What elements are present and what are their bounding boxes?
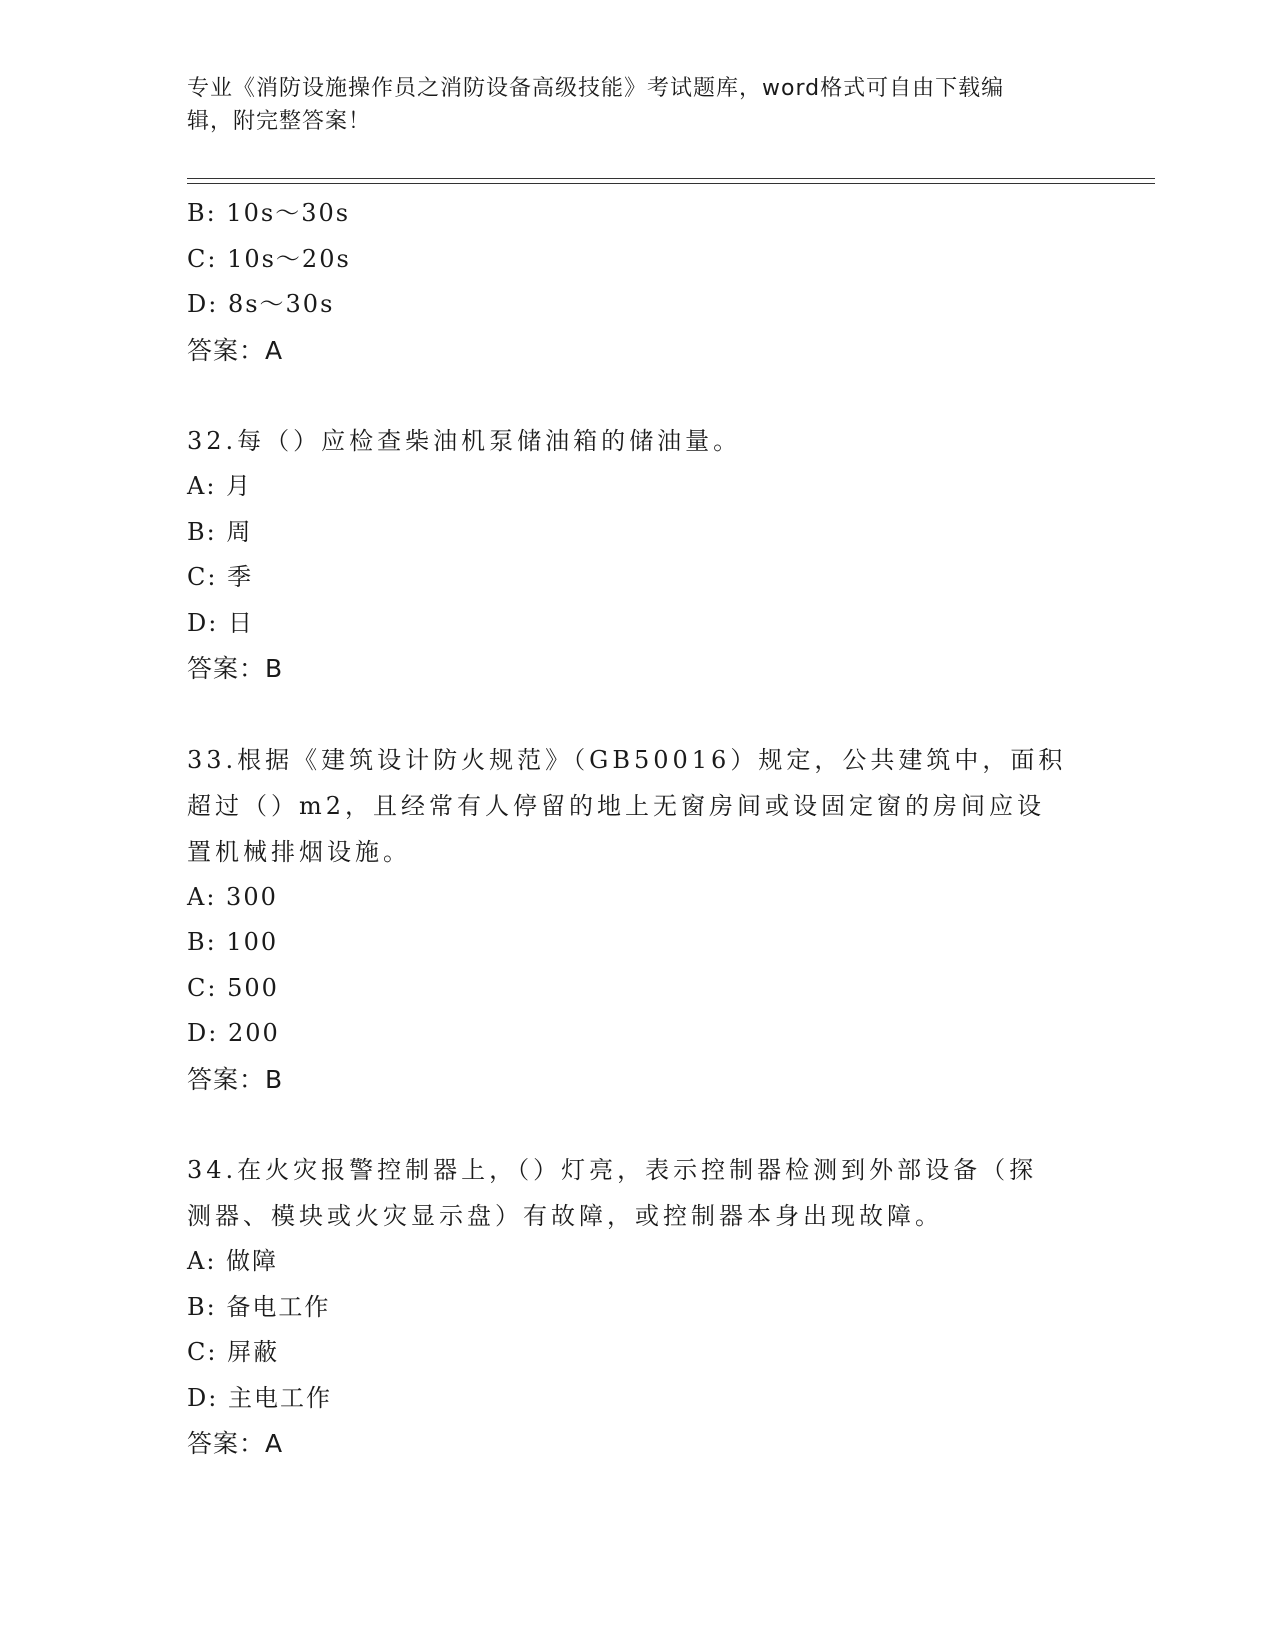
option-b: B: 周 xyxy=(187,517,253,546)
question-text: 32.每（）应检查柴油机泵储油箱的储油量。 xyxy=(187,427,742,455)
option-d: D: 200 xyxy=(187,1019,280,1047)
option-c: C: 屏蔽 xyxy=(187,1338,280,1366)
option-d: D: 8s～30s xyxy=(187,290,335,318)
header-line-1: 专业《消防设施操作员之消防设备高级技能》考试题库，word格式可自由下载编 xyxy=(187,76,1005,101)
option-b: B: 备电工作 xyxy=(187,1292,331,1321)
question-34 xyxy=(187,1147,1087,1467)
question-31-continued xyxy=(187,191,1087,373)
answer-line: 答案：A xyxy=(187,1429,284,1458)
option-c: C: 季 xyxy=(187,563,254,591)
option-c: C: 10s～20s xyxy=(187,244,351,273)
question-text-line-2: 超过（）m2，且经常有人停留的地上无窗房间或设固定窗的房间应设 xyxy=(187,791,1046,820)
option-d: D: 主电工作 xyxy=(187,1383,332,1412)
question-list xyxy=(187,191,1087,1467)
header-line-2: 辑，附完整答案！ xyxy=(187,109,372,134)
question-32 xyxy=(187,418,1087,692)
spacer xyxy=(187,1102,1087,1147)
header-divider-top xyxy=(187,178,1155,179)
answer-line: 答案：B xyxy=(187,1064,284,1094)
spacer xyxy=(187,692,1087,737)
question-33 xyxy=(187,737,1087,1103)
option-a: A: 300 xyxy=(187,882,278,911)
question-text-line-1: 34.在火灾报警控制器上，（）灯亮，表示控制器检测到外部设备（探 xyxy=(187,1156,1038,1184)
option-a: A: 月 xyxy=(187,472,253,500)
question-text-line-1: 33.根据《建筑设计防火规范》（GB50016）规定，公共建筑中，面积 xyxy=(187,745,1067,774)
document-header xyxy=(187,72,1067,138)
option-a: A: 做障 xyxy=(187,1247,279,1275)
question-text-line-2: 测器、模块或火灾显示盘）有故障，或控制器本身出现故障。 xyxy=(187,1202,943,1230)
spacer xyxy=(187,373,1087,418)
option-c: C: 500 xyxy=(187,973,279,1002)
option-b: B: 100 xyxy=(187,928,279,956)
header-divider-bottom xyxy=(187,183,1155,184)
question-text-line-3: 置机械排烟设施。 xyxy=(187,837,411,866)
option-b: B: 10s～30s xyxy=(187,199,351,227)
answer-line: 答案：A xyxy=(187,335,284,365)
option-d: D: 日 xyxy=(187,608,254,637)
answer-line: 答案：B xyxy=(187,654,284,683)
